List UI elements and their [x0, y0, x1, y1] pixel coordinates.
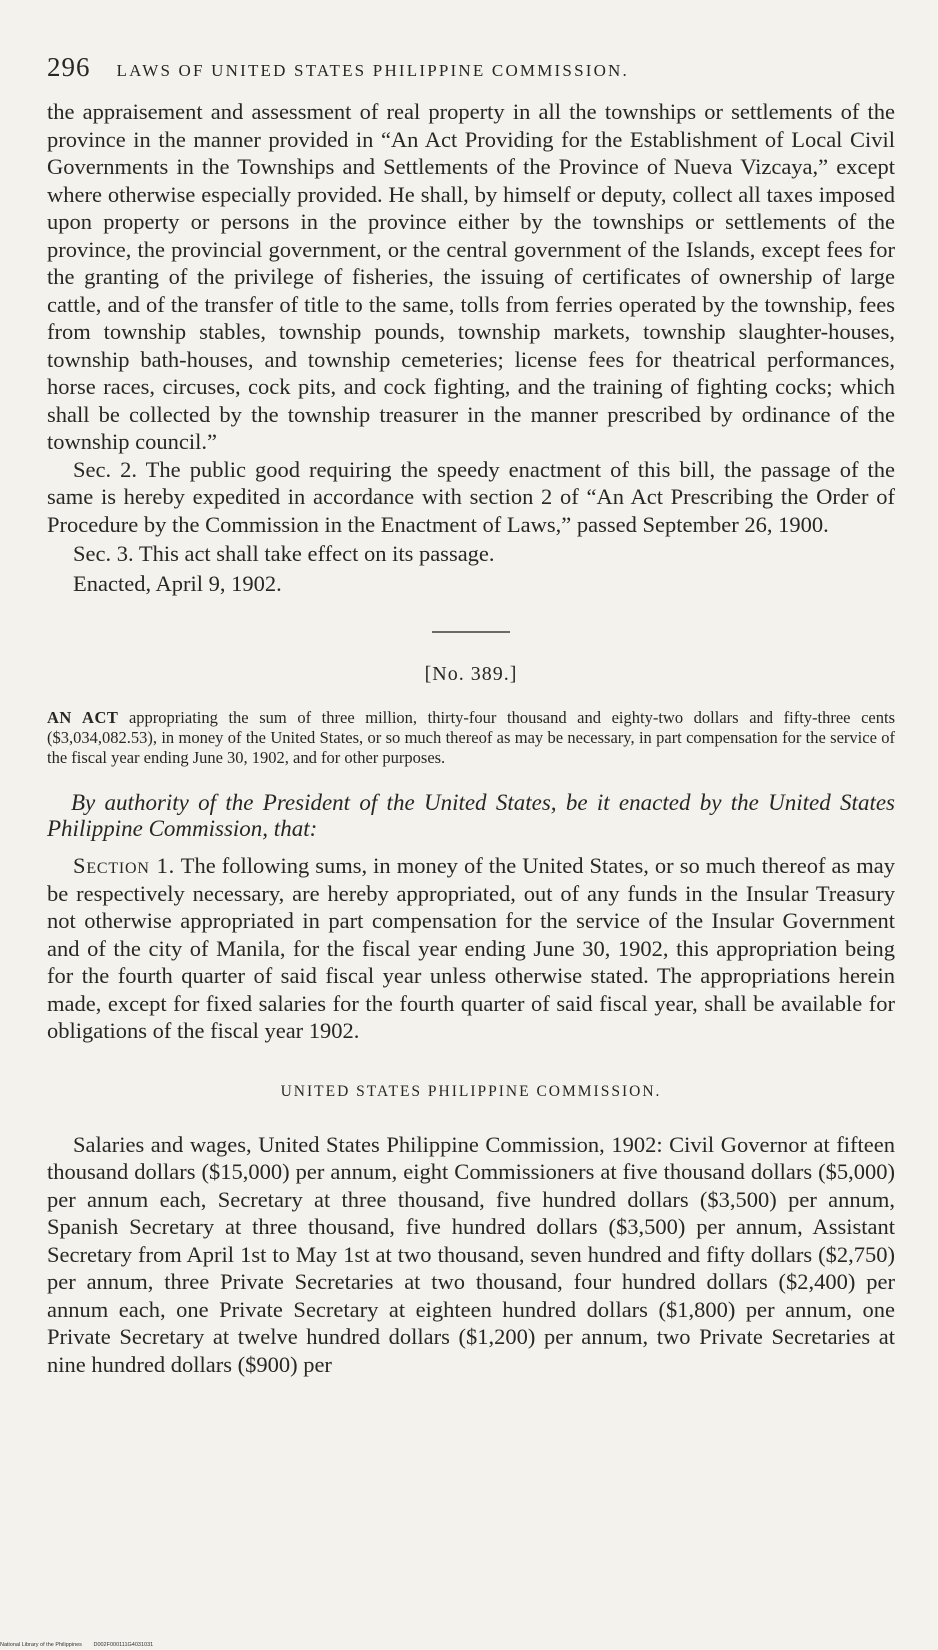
salaries-paragraph: Salaries and wages, United States Philippine Commission, 1902: Civil Governor at fifteen thousand dollars ($15,000) per annum, eight Commissioners at five thousand dollars ($5,000) per annum each, Secretary at three thousand, five hundred dollars ($3,500) per annum, Spanish Secretary at three thousand, five hundred dollars ($3,500) per annum, Assistant Secretary from April 1st to May 1st at two thousand, seven hundred and fifty dollars ($2,750) per annum, three Private Secretaries at two thousand, four hundred dollars ($2,400) per annum each, one Private Secretary at eighteen hundred dollars ($1,800) per annum, one Private Secretary at twelve hundred dollars ($1,200) per annum, two Private Secretaries at nine hundred dollars ($900) per: [47, 1131, 895, 1377]
running-head: LAWS OF UNITED STATES PHILIPPINE COMMISSION.: [116, 61, 629, 80]
section-1-text: The following sums, in money of the United States, or so much thereof as may be respectively necessary, are hereby appropriated, out of any funds in the Insular Treasury not otherwise appropriated in part compensation for the service of the Insular Government and of the city of Manila, for the fiscal year ending June 30, 1902, this appropriation being for the fourth quarter of said fiscal year unless otherwise stated. The appropriations herein made, except for fixed salaries for the fourth quarter of said fiscal year, shall be available for obligations of the fiscal year 1902.: [47, 853, 895, 1043]
section-divider: [432, 631, 510, 633]
act-title: [47, 708, 895, 768]
section-1-label: Section 1.: [73, 853, 176, 878]
enacted-date: Enacted, April 9, 1902.: [73, 570, 282, 596]
act-number: [No. 389.]: [424, 663, 518, 685]
section-2-paragraph: Sec. 2. The public good requiring the speedy enactment of this bill, the passage of the same is hereby expedited in accordance with section 2 of “An Act Prescribing the Order of Procedure by the Commission in the Enactment of Laws,” passed September 26, 1900.: [47, 456, 895, 537]
page-content: [47, 52, 895, 1378]
continuation-paragraph: the appraisement and assessment of real property in all the townships or settlements of the province in the manner provided in “An Act Providing for the Establishment of Local Civil Governments in the Townships and Settlements of the Province of Nueva Vizcaya,” except where otherwise especially provided. He shall, by himself or deputy, collect all taxes imposed upon property or persons in the province either by the townships or settlements of the province, the provincial government, or the central government of the Islands, except fees for the granting of the privilege of fisheries, the issuing of certificates of ownership of large cattle, and of the transfer of title to the same, tolls from ferries operated by the township, fees from township stables, township pounds, township markets, township slaughter-houses, township bath-houses, and township cemeteries; license fees for theatrical performances, horse races, circuses, cock pits, and cock fighting, and the training of fighting cocks; which shall be collected by the township treasurer in the manner prescribed by ordinance of the township council.”: [47, 99, 895, 454]
scan-footer: [0, 1642, 153, 1648]
subheading: UNITED STATES PHILIPPINE COMMISSION.: [280, 1082, 662, 1100]
page-header: [47, 52, 895, 86]
section-1-paragraph: [47, 852, 895, 1045]
enacting-clause: By authority of the President of the United States, be it enacted by the United States Philippine Commission, that:: [47, 790, 895, 841]
act-title-text: appropriating the sum of three million, thirty-four thousand and eighty-two dollars and fifty-three cents ($3,034,082.53), in money of the United States, or so much thereof as may be necessary, in part compensation for the service of the fiscal year ending June 30, 1902, and for other purposes.: [47, 708, 896, 767]
footer-identifier: D002F000111G4031031: [93, 1642, 154, 1648]
page-number: 296: [47, 52, 91, 82]
footer-library: National Library of the Philippines: [0, 1642, 82, 1648]
act-title-lead: AN ACT: [47, 708, 119, 727]
section-3-paragraph: Sec. 3. This act shall take effect on its passage.: [73, 541, 495, 566]
